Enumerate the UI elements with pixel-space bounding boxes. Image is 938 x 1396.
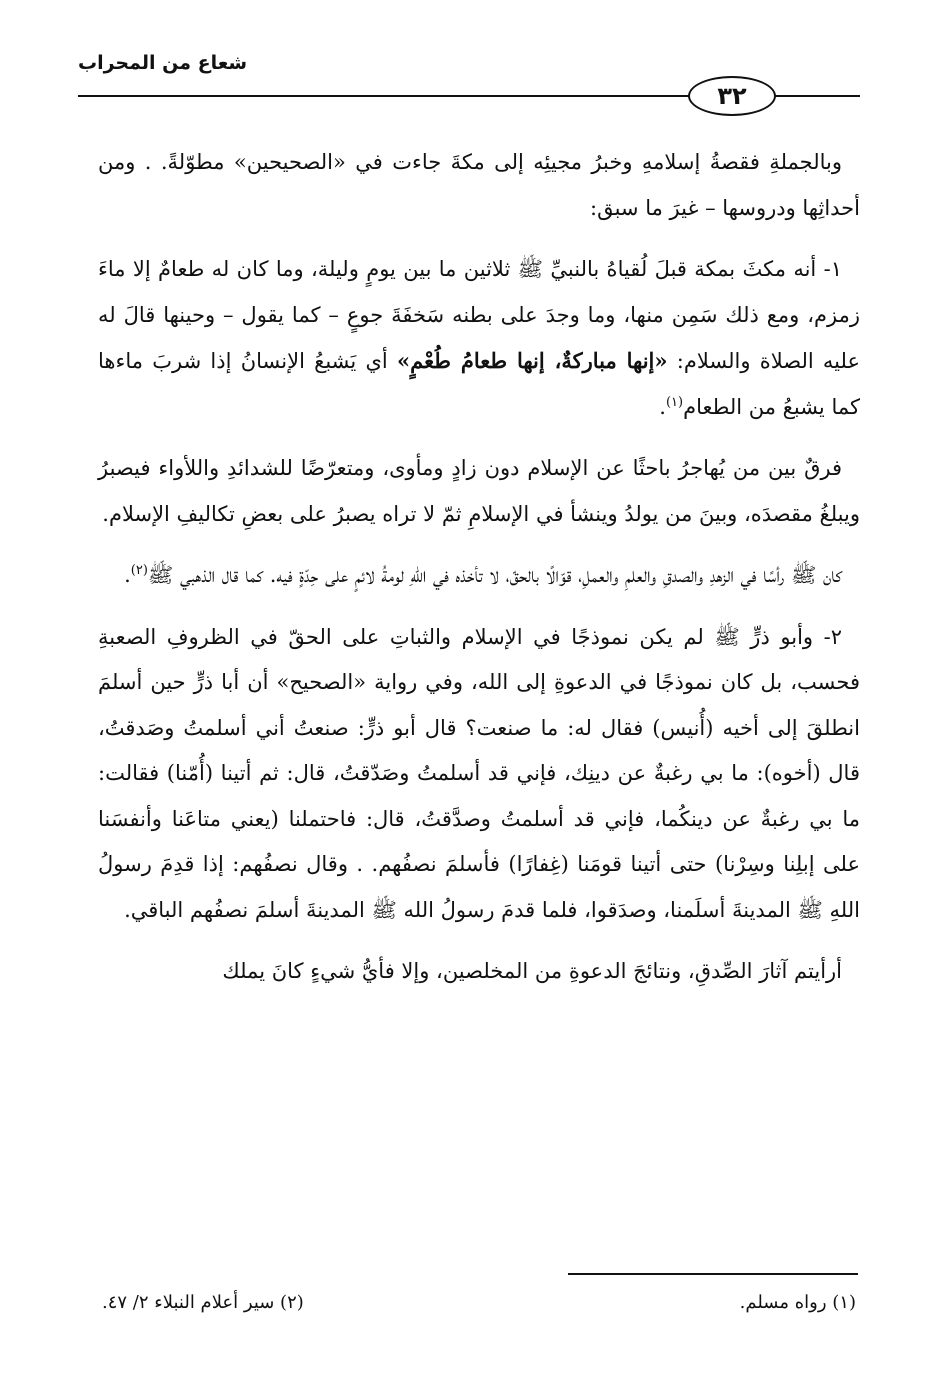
footnote-rule: [568, 1273, 858, 1275]
footnotes: [98, 1292, 860, 1313]
paragraph-point-1: ١- أنه مكثَ بمكة قبلَ لُقياهُ بالنبيِّ ﷺ ثلاثين ما بين يومٍ وليلة، وما كان له طعامٌ إلا ماءَ زمزم، ومع ذلك سَمِن منها، وما وجدَ على بطنه سَخفَةَ جوعٍ – كما يقول – وحينها قالَ له عليه الصلاة والسلام: «إنها مباركةٌ، إنها طعامُ طُعْمٍ» أي يَشبعُ الإنسانُ إذا شربَ ماءها كما يشبعُ من الطعام$^{(١)}$.: [98, 257, 861, 419]
paragraph-point-2: ٢- وأبو ذرٍّ ﷺ لم يكن نموذجًا في الإسلام والثباتِ على الحقّ في الظروفِ الصعبةِ فحسب، بل كان نموذجًا في الدعوةِ إلى الله، وفي رواية «الصحيح» أن أبا ذرٍّ حين أسلمَ انطلقَ إلى أخيه (أُنيس) فقال له: ما صنعت؟ قال أبو ذرٍّ: صنعتُ أني أسلمتُ وصَدقتُ، قال (أخوه): ما بي رغبةٌ عن دينِك، فإني قد أسلمتُ وصَدّقتُ، قال: ثم أتينا (أُمّنا) فقالت: ما بي رغبةٌ عن دينكُما، فإني قد أسلمتُ وصدَّقتُ، قال: فاحتملنا (يعني متاعَنا وأنفسَنا على إبلِنا وسِرْنا) حتى أتينا قومَنا (غِفارًا) فأسلمَ نصفُهم. . وقال نصفُهم: إذا قدِمَ رسولُ اللهِ ﷺ المدينةَ أسلَمنا، وصدَقوا، فلما قدمَ رسولُ الله ﷺ المدينةَ أسلمَ نصفُهم الباقي.: [98, 624, 860, 922]
point-1-text: ١- أنه مكثَ بمكة قبلَ لُقياهُ بالنبيِّ ﷺ ثلاثين ما بين يومٍ وليلة، وما كان له طعامٌ إلا ماءَ زمزم، ومع ذلك سَمِن منها، وما وجدَ على بطنه سَخفَةَ جوعٍ – كما يقول – وحينها قالَ له عليه الصلاة والسلام:: [98, 257, 861, 373]
footnote-2: (٢) سير أعلام النبلاء ٢/ ٤٧.: [102, 1292, 304, 1313]
paragraph-intro: وبالجملةِ فقصةُ إسلامهِ وخبرُ مجيئِه إلى مكةَ جاءت في «الصحيحين» مطوّلةً. . ومن أحداثِها ودروسها – غيرَ ما سبق:: [98, 150, 860, 220]
paragraph-reflection: فرقٌ بين من يُهاجرُ باحثًا عن الإسلام دون زادٍ ومأوى، ومتعرّضًا للشدائدِ واللأواء فيصبرُ ويبلغُ مقصدَه، وبينَ من يولدُ وينشأ في الإسلامِ ثمّ لا تراه يصبرُ على بعضِ تكاليفِ الإسلام.: [98, 456, 860, 526]
page-number: ٣٢: [688, 76, 776, 116]
paragraph-character: كان ﷺ رأسًا في الزهدِ والصدقِ والعلمِ والعملِ، قوّالًا بالحقّ، لا تأخذه في اللهِ لومةُ لائمٍ على حِدّةٍ فيه. كما قال الذهبي ﷺ$^{(٢)}$.: [124, 563, 842, 587]
body-text: [98, 140, 860, 1011]
paragraph-closing: أرأيتم آثارَ الصِّدقِ، ونتائجَ الدعوةِ من المخلصين، وإلا فأيُّ شيءٍ كانَ يملك: [222, 959, 842, 983]
footnote-1: (١) رواه مسلم.: [739, 1292, 856, 1313]
character-text: كان ﷺ رأسًا في الزهدِ والصدقِ والعلمِ والعملِ، قوّالًا بالحقّ، لا تأخذه في اللهِ لومةُ لائمٍ على حِدّةٍ فيه. كما قال الذهبي ﷺ: [147, 563, 842, 587]
quote-explanation: أي يَشبعُ الإنسانُ إذا شربَ ماءها كما يشبعُ من الطعام: [98, 349, 860, 419]
footnote-ref-1: (١): [665, 394, 684, 410]
footnote-ref-2: (٢): [130, 563, 148, 578]
running-header-title: شعاع من المحراب: [78, 52, 248, 74]
hadith-quote: «إنها مباركةٌ، إنها طعامُ طُعْمٍ»: [397, 348, 668, 373]
